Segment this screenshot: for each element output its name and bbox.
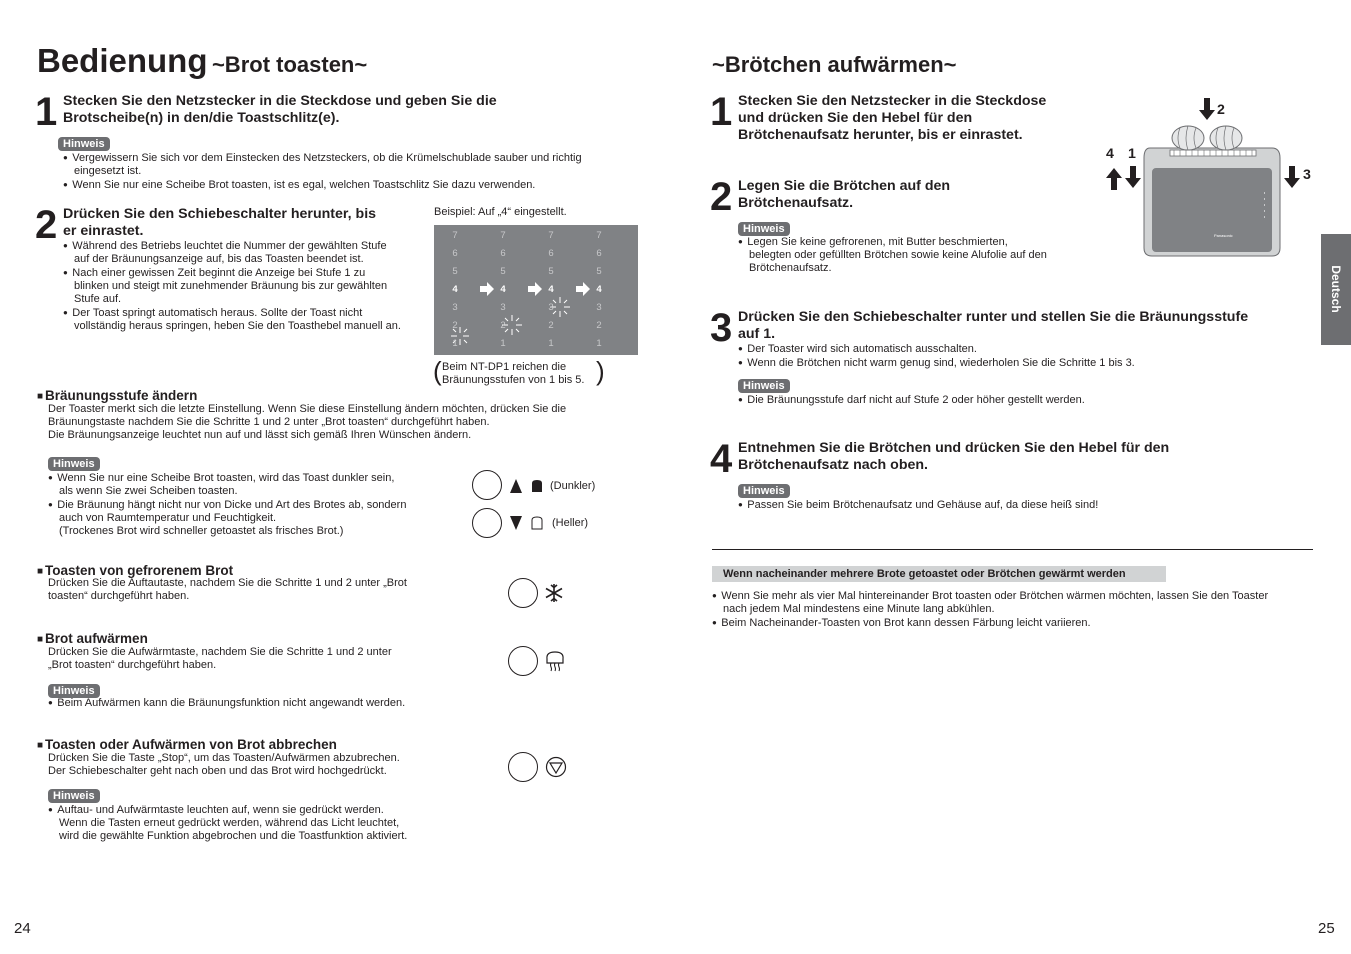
hinweis-badge: Hinweis	[48, 786, 100, 804]
section-heading: ■ Brot aufwärmen	[37, 631, 148, 647]
note-list	[48, 696, 468, 710]
hinweis-badge: Hinweis	[58, 134, 110, 152]
illus-label-1: 1	[1128, 146, 1136, 162]
hinweis-badge: Hinweis	[738, 219, 790, 237]
language-tab[interactable]	[1321, 234, 1351, 345]
list-item: ● Beim Aufwärmen kann die Bräunungsfunktion nicht angewandt werden.	[48, 696, 468, 710]
list-item: ● Auftau- und Aufwärmtaste leuchten auf, wenn sie gedrückt werden. Wenn die Tasten erneut gedrückt werden, während das Licht leuchtet, wird die gewählte Funktion abgebrochen und die Toastfunktion aktiviert.	[48, 803, 468, 843]
stop-button[interactable]	[508, 752, 538, 782]
level-digit: 6	[500, 248, 506, 259]
step-title: Stecken Sie den Netzstecker in die Steckdose und drücken Sie den Hebel für den Brötchenaufsatz herunter, bis er einrastet.	[738, 93, 1047, 143]
section-text: Drücken Sie die Taste „Stop“, um das Toasten/Aufwärmen abzubrechen. Der Schiebeschalter geht nach oben und das Brot wird hochgedrückt.	[48, 752, 400, 777]
step-title	[63, 206, 376, 240]
divider	[712, 549, 1313, 550]
list-item: ● Wenn die Brötchen nicht warm genug sind, wiederholen Sie die Schritte 1 bis 3.	[738, 356, 1298, 370]
light-label: (Heller)	[552, 517, 589, 529]
arrow-down-icon	[1125, 166, 1141, 188]
section-heading: ■ Toasten oder Aufwärmen von Brot abbrechen	[37, 737, 337, 753]
note-line: Bräunungsstufen von 1 bis 5.	[442, 374, 585, 386]
step-title-line: Drücken Sie den Schiebeschalter herunter, bis	[63, 206, 377, 222]
level-digit: 7	[452, 230, 458, 241]
level-digit: 1	[452, 338, 458, 349]
page-title: ~Brötchen aufwärmen~	[712, 52, 957, 77]
browning-up-button[interactable]	[472, 470, 502, 500]
step-number: 1	[35, 90, 58, 134]
note-list	[738, 235, 1088, 275]
list-item: ● Die Bräunungsstufe darf nicht auf Stufe 2 oder höher gestellt werden.	[738, 393, 1298, 407]
reheat-icon	[544, 649, 566, 673]
list-item: ● Nach einer gewissen Zeit beginnt die Anzeige bei Stufe 1 zu blinken und steigt mit zunehmender Bräunung bis zur gewählten Stufe auf.	[63, 266, 428, 306]
list-item: ● Der Toaster wird sich automatisch ausschalten.	[738, 342, 1298, 356]
level-digit: 2	[500, 320, 506, 331]
level-digit: 2	[548, 320, 554, 331]
list-item: ● Die Bräunung hängt nicht nur von Dicke und Art des Brotes ab, sondern auch von Raumtemperatur und Feuchtigkeit. (Trockenes Brot wird schneller getoastet als frisches Brot.)	[48, 498, 448, 538]
page-title	[37, 42, 367, 80]
level-digit: 2	[452, 320, 458, 331]
defrost-button[interactable]	[508, 578, 538, 608]
level-digit: 3	[596, 302, 602, 313]
level-digit: 6	[548, 248, 554, 259]
model-note	[442, 361, 584, 387]
note-list	[48, 803, 468, 843]
level-digit: 2	[596, 320, 602, 331]
stop-icon	[545, 756, 567, 778]
step-title-line: Brotscheibe(n) in den/die Toastschlitz(e).	[63, 110, 340, 126]
list-item: ● Wenn Sie mehr als vier Mal hintereinander Brot toasten oder Brötchen wärmen möchten, lassen Sie den Toaster nach jedem Mal mindestens eine Minute lang abkühlen.	[712, 589, 1322, 616]
brand-label: Panasonic	[1214, 233, 1233, 238]
step-title-line: Stecken Sie den Netzstecker in die Steckdose und geben Sie die	[63, 93, 497, 109]
section-heading: ■ Bräunungsstufe ändern	[37, 388, 197, 404]
triangle-down-icon	[509, 515, 523, 531]
list-item: ● Beim Nacheinander-Toasten von Brot kann dessen Färbung leicht variieren.	[712, 616, 1322, 630]
language-tab-label: Deutsch	[1329, 265, 1343, 313]
step-number: 3	[710, 306, 733, 350]
snowflake-icon	[544, 583, 564, 603]
step-title: Legen Sie die Brötchen auf den Brötchenaufsatz.	[738, 178, 951, 211]
level-digit: 6	[596, 248, 602, 259]
step-title: Drücken Sie den Schiebeschalter runter und stellen Sie die Bräunungsstufe auf 1.	[738, 309, 1249, 342]
hinweis-badge: Hinweis	[48, 681, 100, 699]
hinweis-badge: Hinweis	[48, 454, 100, 472]
level-digit: 7	[500, 230, 506, 241]
section-text: Der Toaster merkt sich die letzte Einstellung. Wenn Sie diese Einstellung ändern möchten, drücken Sie die Bräunungstaste nachdem Sie die Schritte 1 und 2 unter „Brot toasten“ durchgeführt haben. Die Bräunungsanzeige leuchtet nun auf und lässt sich gemäß Ihren Wünschen ändern.	[48, 403, 567, 441]
step-title-line: er einrastet.	[63, 223, 144, 239]
note-list	[63, 151, 633, 192]
title-main: Bedienung	[37, 42, 208, 79]
level-digit: 7	[548, 230, 554, 241]
page-number: 24	[14, 920, 31, 937]
list-item: ● Wenn Sie nur eine Scheibe Brot toasten, ist es egal, welchen Toastschlitz Sie dazu verwenden.	[63, 178, 633, 192]
illus-label-4: 4	[1106, 146, 1114, 162]
level-digit: 1	[548, 338, 554, 349]
note-list	[738, 393, 1298, 407]
example-caption: Beispiel: Auf „4“ eingestellt.	[434, 206, 567, 218]
list-item: ● Während des Betriebs leuchtet die Nummer der gewählten Stufe auf der Bräunungsanzeige auf, bis das Toasten beendet ist.	[63, 239, 428, 266]
note-line: Beim NT-DP1 reichen die	[442, 361, 567, 373]
section-heading: ■ Toasten von gefrorenem Brot	[37, 563, 233, 579]
hinweis-badge: Hinweis	[738, 481, 790, 499]
hinweis-badge: Hinweis	[738, 376, 790, 394]
step-number: 2	[35, 203, 58, 247]
illus-label-2: 2	[1217, 102, 1225, 118]
level-digit: 5	[500, 266, 506, 277]
page-number: 25	[1318, 920, 1335, 937]
arrow-right-icon	[528, 282, 542, 296]
multi-heading-bar	[712, 566, 1166, 582]
list-item: ● Passen Sie beim Brötchenaufsatz und Gehäuse auf, da diese heiß sind!	[738, 498, 1298, 512]
note-list	[712, 589, 1322, 630]
illus-label-3: 3	[1303, 167, 1311, 183]
level-digit: 3	[452, 302, 458, 313]
step-title	[63, 93, 497, 127]
level-digit: 4	[548, 284, 554, 295]
list-item: ● Wenn Sie nur eine Scheibe Brot toasten, wird das Toast dunkler sein, als wenn Sie zwei Scheiben toasten.	[48, 471, 448, 498]
toast-light-icon	[530, 516, 544, 530]
triangle-up-icon	[509, 478, 523, 494]
level-digit: 4	[452, 284, 458, 295]
browning-display-panel	[434, 225, 638, 355]
list-item: ● Der Toast springt automatisch heraus. Sollte der Toast nicht vollständig heraus springen, heben Sie den Toasthebel manuell an.	[63, 306, 428, 333]
arrow-right-icon	[576, 282, 590, 296]
reheat-button[interactable]	[508, 646, 538, 676]
bracket-left: (	[433, 356, 442, 386]
note-list	[738, 342, 1298, 370]
note-list	[738, 498, 1298, 512]
level-digit: 5	[452, 266, 458, 277]
toast-dark-icon	[530, 479, 544, 493]
list-item: ● Legen Sie keine gefrorenen, mit Butter beschmierten, belegten oder gefüllten Brötchen sowie keine Alufolie auf den Brötchenaufsatz.	[738, 235, 1088, 275]
level-digit: 4	[500, 284, 506, 295]
level-digit: 3	[548, 302, 554, 313]
section-text: Drücken Sie die Auftautaste, nachdem Sie die Schritte 1 und 2 unter „Brot toasten“ durchgeführt haben.	[48, 577, 407, 602]
note-list	[48, 471, 448, 538]
level-digit: 1	[500, 338, 506, 349]
dark-label: (Dunkler)	[550, 480, 596, 492]
list-item: ● Vergewissern Sie sich vor dem Einstecken des Netzsteckers, ob die Krümelschublade sauber und richtig eingesetzt ist.	[63, 151, 633, 178]
bracket-right: )	[596, 356, 605, 386]
level-digit: 4	[596, 284, 602, 295]
level-digit: 1	[596, 338, 602, 349]
panel-graphics	[434, 225, 638, 355]
multi-heading: Wenn nacheinander mehrere Brote getoastet oder Brötchen gewärmt werden	[723, 568, 1126, 580]
toaster-illustration	[1100, 96, 1320, 261]
step-number: 4	[710, 437, 733, 481]
note-list	[63, 239, 428, 333]
step-title: Entnehmen Sie die Brötchen und drücken Sie den Hebel für den Brötchenaufsatz nach oben.	[738, 440, 1170, 473]
level-digit: 3	[500, 302, 506, 313]
arrow-right-icon	[480, 282, 494, 296]
step-number: 1	[710, 90, 733, 134]
level-digit: 7	[596, 230, 602, 241]
level-digit: 5	[548, 266, 554, 277]
arrow-up-icon	[1106, 168, 1122, 190]
step-number: 2	[710, 175, 733, 219]
level-digit: 5	[596, 266, 602, 277]
arrow-down-icon	[1284, 166, 1300, 188]
level-digit: 6	[452, 248, 458, 259]
title-sub: ~Brot toasten~	[211, 52, 368, 77]
section-text: Drücken Sie die Aufwärmtaste, nachdem Sie die Schritte 1 und 2 unter „Brot toasten“ durchgeführt haben.	[48, 646, 392, 671]
browning-down-button[interactable]	[472, 508, 502, 538]
arrow-down-icon	[1199, 98, 1215, 120]
